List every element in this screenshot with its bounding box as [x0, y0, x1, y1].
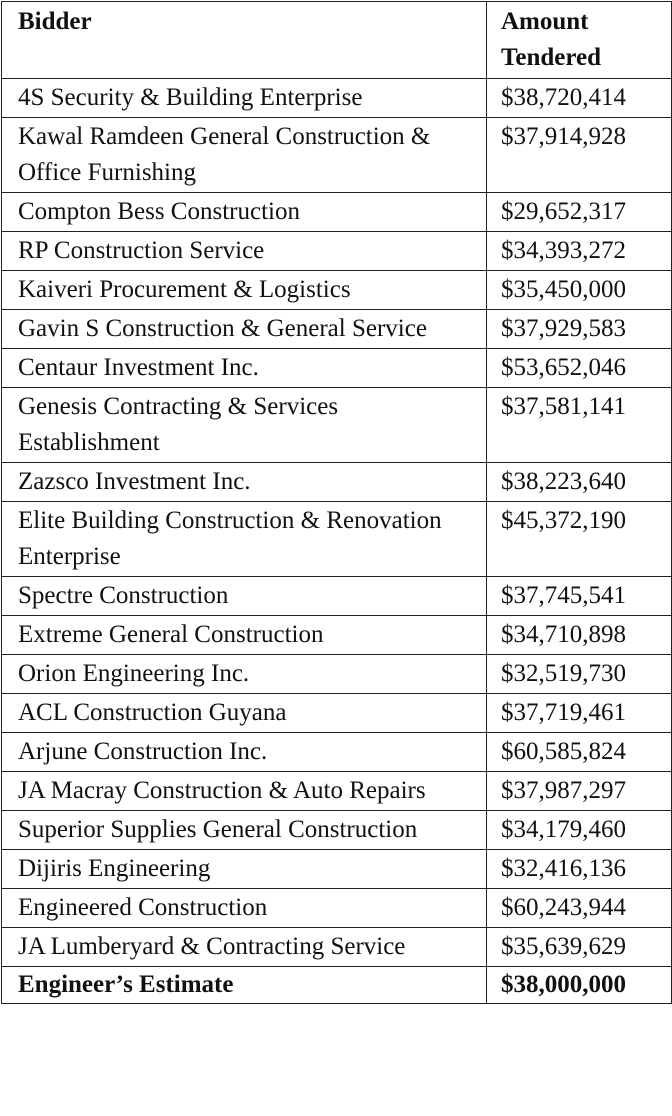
amount-cell: $37,581,141: [487, 388, 672, 463]
amount-cell: $32,416,136: [487, 850, 672, 889]
table-row: [2, 79, 672, 118]
amount-cell: $29,652,317: [487, 193, 672, 232]
estimate-label: Engineer’s Estimate: [2, 967, 487, 1004]
bidder-cell: Spectre Construction: [2, 577, 487, 616]
bidder-cell: Elite Building Construction & Renovation Enterprise: [2, 502, 487, 577]
table-row: [2, 463, 672, 502]
amount-cell: $53,652,046: [487, 349, 672, 388]
table-row: [2, 850, 672, 889]
amount-cell: $45,372,190: [487, 502, 672, 577]
bidder-cell: Dijiris Engineering: [2, 850, 487, 889]
table-row: [2, 310, 672, 349]
column-header-bidder: Bidder: [2, 2, 487, 79]
table-row: [2, 772, 672, 811]
bidder-cell: 4S Security & Building Enterprise: [2, 79, 487, 118]
amount-cell: $37,719,461: [487, 694, 672, 733]
bidder-cell: RP Construction Service: [2, 232, 487, 271]
amount-cell: $38,223,640: [487, 463, 672, 502]
bidder-cell: Genesis Contracting & Services Establishment: [2, 388, 487, 463]
amount-cell: $60,243,944: [487, 889, 672, 928]
table-row: [2, 889, 672, 928]
amount-cell: $35,639,629: [487, 928, 672, 967]
amount-cell: $34,393,272: [487, 232, 672, 271]
estimate-row: [2, 967, 672, 1004]
table-row: [2, 118, 672, 193]
bidder-cell: Extreme General Construction: [2, 616, 487, 655]
estimate-amount: $38,000,000: [487, 967, 672, 1004]
table-row: [2, 271, 672, 310]
bidder-cell: Centaur Investment Inc.: [2, 349, 487, 388]
amount-cell: $34,179,460: [487, 811, 672, 850]
bidder-cell: JA Macray Construction & Auto Repairs: [2, 772, 487, 811]
amount-header-line1: Amount: [501, 8, 589, 35]
table-row: [2, 577, 672, 616]
column-header-amount: [487, 2, 672, 79]
table-body: [2, 79, 672, 967]
table-row: [2, 655, 672, 694]
amount-cell: $38,720,414: [487, 79, 672, 118]
bidder-cell: Engineered Construction: [2, 889, 487, 928]
bidder-cell: Compton Bess Construction: [2, 193, 487, 232]
bidder-cell: Orion Engineering Inc.: [2, 655, 487, 694]
amount-cell: $34,710,898: [487, 616, 672, 655]
table-row: [2, 388, 672, 463]
amount-cell: $35,450,000: [487, 271, 672, 310]
table-row: [2, 694, 672, 733]
bidder-cell: Arjune Construction Inc.: [2, 733, 487, 772]
table-row: [2, 193, 672, 232]
bids-table: [1, 1, 672, 1004]
amount-cell: $37,914,928: [487, 118, 672, 193]
table-row: [2, 928, 672, 967]
table-row: [2, 349, 672, 388]
bidder-cell: Superior Supplies General Construction: [2, 811, 487, 850]
amount-cell: $32,519,730: [487, 655, 672, 694]
amount-cell: $37,987,297: [487, 772, 672, 811]
bidder-cell: JA Lumberyard & Contracting Service: [2, 928, 487, 967]
table-row: [2, 811, 672, 850]
table-row: [2, 733, 672, 772]
amount-cell: $37,745,541: [487, 577, 672, 616]
amount-cell: $60,585,824: [487, 733, 672, 772]
table-row: [2, 616, 672, 655]
amount-header-line2: Tendered: [501, 44, 602, 71]
table-row: [2, 502, 672, 577]
amount-cell: $37,929,583: [487, 310, 672, 349]
bidder-cell: ACL Construction Guyana: [2, 694, 487, 733]
header-row: [2, 2, 672, 79]
bidder-cell: Kaiveri Procurement & Logistics: [2, 271, 487, 310]
bidder-cell: Zazsco Investment Inc.: [2, 463, 487, 502]
table-row: [2, 232, 672, 271]
bidder-cell: Kawal Ramdeen General Construction & Office Furnishing: [2, 118, 487, 193]
bidder-cell: Gavin S Construction & General Service: [2, 310, 487, 349]
